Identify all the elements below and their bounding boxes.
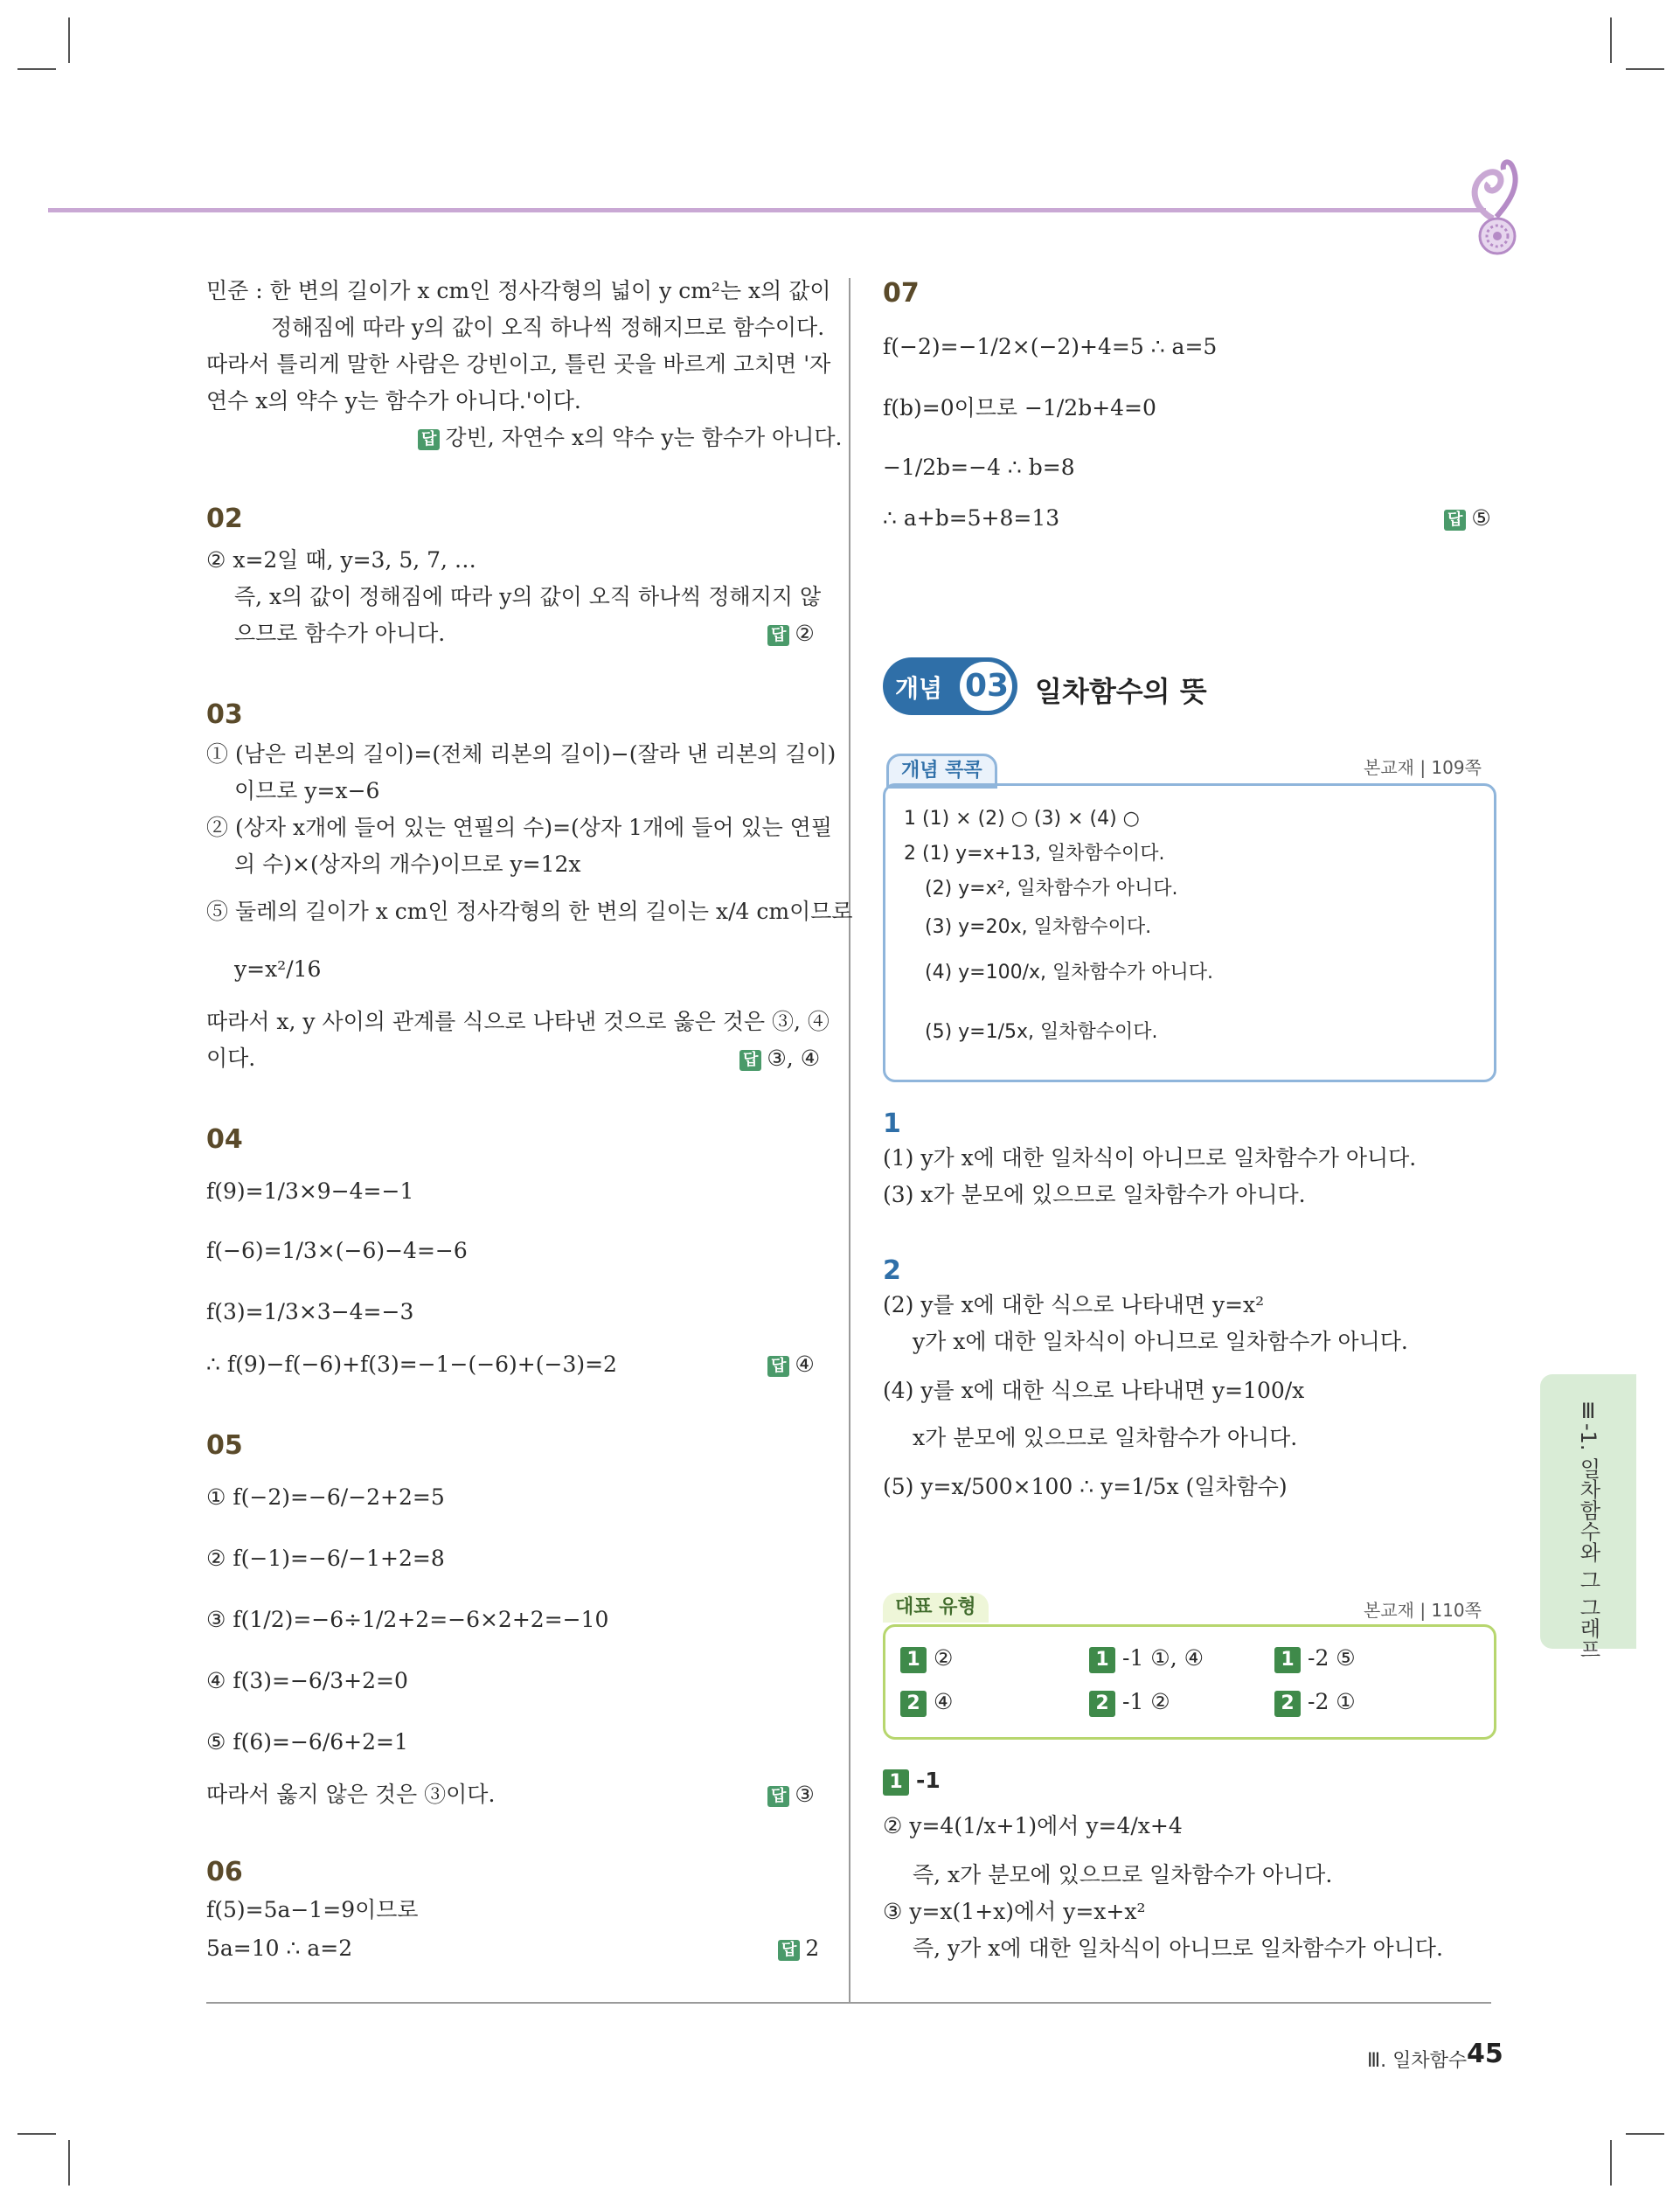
answer-mark-icon: 답 — [418, 429, 440, 450]
solution-line: ① f(−2)=−6/−2+2=5 — [206, 1484, 445, 1510]
solution-line: 즉, x의 값이 정해짐에 따라 y의 값이 오직 하나씩 정해지지 않 — [234, 584, 822, 609]
solution-line: f(−2)=−1/2×(−2)+4=5 ∴ a=5 — [883, 334, 1218, 359]
solution-line: 으므로 함수가 아니다. — [234, 621, 446, 646]
intro-line: 정해짐에 따라 y의 값이 오직 하나씩 정해지므로 함수이다. — [271, 315, 825, 340]
solution-line: f(5)=5a−1=9이므로 — [206, 1897, 419, 1922]
question-number-04: 04 — [206, 1124, 243, 1155]
answer-mark-icon: 답 — [767, 625, 789, 646]
crop-mark — [17, 2133, 56, 2135]
solution-line: f(3)=1/3×3−4=−3 — [206, 1299, 414, 1324]
question-number-03: 03 — [206, 699, 243, 730]
quick-line: (5) y=1/5x, 일차함수이다. — [925, 1021, 1158, 1043]
column-divider — [849, 278, 850, 2002]
solution-line: f(b)=0이므로 −1/2b+4=0 — [883, 395, 1156, 420]
bottom-rule — [206, 2002, 1491, 2004]
quick-line: (2) y=x², 일차함수가 아니다. — [925, 878, 1178, 900]
solution-line: (2) y를 x에 대한 식으로 나타내면 y=x² — [883, 1292, 1265, 1317]
quick-line: (3) y=20x, 일차함수이다. — [925, 916, 1152, 938]
page-reference: 본교재 | 110쪽 — [1364, 1600, 1482, 1621]
crop-mark — [1626, 68, 1664, 70]
solution-line: ② x=2일 때, y=3, 5, 7, … — [206, 547, 476, 573]
answer-04: 답 ④ — [767, 1350, 815, 1379]
page-number: 45 — [1467, 2039, 1503, 2069]
crop-mark — [68, 17, 70, 63]
solution-line: −1/2b=−4 ∴ b=8 — [883, 455, 1075, 480]
crop-mark — [68, 2140, 70, 2186]
solution-line: 5a=10 ∴ a=2 — [206, 1935, 353, 1961]
rep-cell: 1 ② — [900, 1644, 953, 1673]
intro-line: 민준 : 한 변의 길이가 x cm인 정사각형의 넓이 y cm²는 x의 값이 — [206, 278, 831, 303]
answer-mark-icon: 답 — [778, 1940, 800, 1961]
solution-line: y가 x에 대한 일차식이 아니므로 일차함수가 아니다. — [913, 1329, 1408, 1354]
concept-number: 03 — [965, 668, 1010, 704]
answer-mark-icon: 답 — [767, 1786, 789, 1807]
crop-mark — [1626, 2133, 1664, 2135]
solution-line: (4) y를 x에 대한 식으로 나타내면 y=100/x — [883, 1378, 1305, 1403]
solution-line: y=x²/16 — [234, 956, 322, 982]
solution-line: 이므로 y=x−6 — [234, 778, 380, 803]
header-rule — [48, 208, 1486, 212]
concept-badge — [883, 657, 1017, 715]
answer-mark-icon: 답 — [1444, 510, 1466, 531]
rep-cell: 2 -2 ① — [1274, 1687, 1356, 1717]
quick-line: 2 (1) y=x+13, 일차함수이다. — [904, 843, 1165, 865]
solution-line: ② y=4(1/x+1)에서 y=4/x+4 — [883, 1813, 1183, 1838]
solution-line: ④ f(3)=−6/3+2=0 — [206, 1668, 408, 1693]
solution-line: f(9)=1/3×9−4=−1 — [206, 1178, 414, 1204]
quick-line: (4) y=100/x, 일차함수가 아니다. — [925, 962, 1214, 983]
footer-chapter: Ⅲ. 일차함수 — [1367, 2050, 1468, 2072]
crop-mark — [1610, 17, 1612, 63]
intro-line: 따라서 틀리게 말한 사람은 강빈이고, 틀린 곳을 바르게 고치면 '자 — [206, 351, 831, 377]
solution-line: ∴ f(9)−f(−6)+f(3)=−1−(−6)+(−3)=2 — [206, 1352, 617, 1377]
rep-type-tag: 대표 유형 — [883, 1593, 989, 1623]
solution-line: (3) x가 분모에 있으므로 일차함수가 아니다. — [883, 1182, 1306, 1207]
solution-line: ① (남은 리본의 길이)=(전체 리본의 길이)−(잘라 낸 리본의 길이) — [206, 741, 837, 767]
answer-02: 답 ② — [767, 619, 815, 649]
page-reference: 본교재 | 109쪽 — [1364, 757, 1482, 778]
solution-line: 의 수)×(상자의 개수)이므로 y=12x — [234, 851, 581, 877]
swirl-ornament-icon — [1458, 149, 1528, 262]
solution-line: x가 분모에 있으므로 일차함수가 아니다. — [913, 1425, 1298, 1450]
solution-line: ② f(−1)=−6/−1+2=8 — [206, 1546, 445, 1571]
quick-line: 1 (1) × (2) ○ (3) × (4) ○ — [904, 808, 1140, 830]
answer-mark-icon: 답 — [767, 1356, 789, 1377]
concept-label: 개념 — [895, 674, 943, 703]
solution-line: 이다. — [206, 1046, 256, 1071]
crop-mark — [17, 68, 56, 70]
quick-check-tag: 개념 콕콕 — [886, 754, 997, 789]
solution-line: f(−6)=1/3×(−6)−4=−6 — [206, 1238, 468, 1263]
solution-line: ∴ a+b=5+8=13 — [883, 505, 1060, 531]
rep-cell: 2 -1 ② — [1089, 1687, 1170, 1717]
rep-cell: 1 -1 ①, ④ — [1089, 1644, 1204, 1673]
intro-answer: 답 강빈, 자연수 x의 약수 y는 함수가 아니다. — [418, 423, 842, 453]
intro-line: 연수 x의 약수 y는 함수가 아니다.'이다. — [206, 388, 581, 413]
solution-line: 따라서 x, y 사이의 관계를 식으로 나타낸 것으로 옳은 것은 ③, ④ — [206, 1009, 830, 1034]
answer-06: 답 2 — [778, 1934, 819, 1963]
solution-number-2: 2 — [883, 1255, 901, 1286]
answer-05: 답 ③ — [767, 1780, 815, 1810]
solution-line: 즉, y가 x에 대한 일차식이 아니므로 일차함수가 아니다. — [913, 1935, 1443, 1961]
solution-line: (5) y=x/500×100 ∴ y=1/5x (일차함수) — [883, 1474, 1288, 1499]
answer-03: 답 ③, ④ — [739, 1044, 820, 1074]
question-number-06: 06 — [206, 1857, 243, 1887]
solution-line: (1) y가 x에 대한 일차식이 아니므로 일차함수가 아니다. — [883, 1145, 1417, 1171]
question-number-02: 02 — [206, 504, 243, 534]
question-number-07: 07 — [883, 278, 920, 309]
solution-line: ② (상자 x개에 들어 있는 연필의 수)=(상자 1개에 들어 있는 연필 — [206, 815, 832, 840]
solution-number-1: 1 — [883, 1108, 901, 1139]
rep-cell: 1 -2 ⑤ — [1274, 1644, 1356, 1673]
solution-line: ⑤ 둘레의 길이가 x cm인 정사각형의 한 변의 길이는 x/4 cm이므로 — [206, 899, 853, 924]
crop-mark — [1610, 2140, 1612, 2186]
answer-mark-icon: 답 — [739, 1050, 761, 1071]
rep-cell: 2 ④ — [900, 1687, 953, 1717]
solution-number-1-1: 1 -1 — [883, 1766, 941, 1796]
solution-line: ③ f(1/2)=−6÷1/2+2=−6×2+2=−10 — [206, 1607, 609, 1632]
concept-title: 일차함수의 뜻 — [1035, 675, 1207, 708]
solution-line: 즉, x가 분모에 있으므로 일차함수가 아니다. — [913, 1862, 1333, 1887]
answer-07: 답 ⑤ — [1444, 504, 1491, 533]
question-number-05: 05 — [206, 1430, 243, 1461]
solution-line: ③ y=x(1+x)에서 y=x+x² — [883, 1899, 1146, 1924]
solution-line: ⑤ f(6)=−6/6+2=1 — [206, 1729, 408, 1755]
chapter-side-tab-label: Ⅲ-1. 일차함수와 그 그래프 — [1576, 1399, 1600, 1660]
solution-line: 따라서 옳지 않은 것은 ③이다. — [206, 1782, 496, 1807]
rep-type-box — [883, 1624, 1496, 1740]
